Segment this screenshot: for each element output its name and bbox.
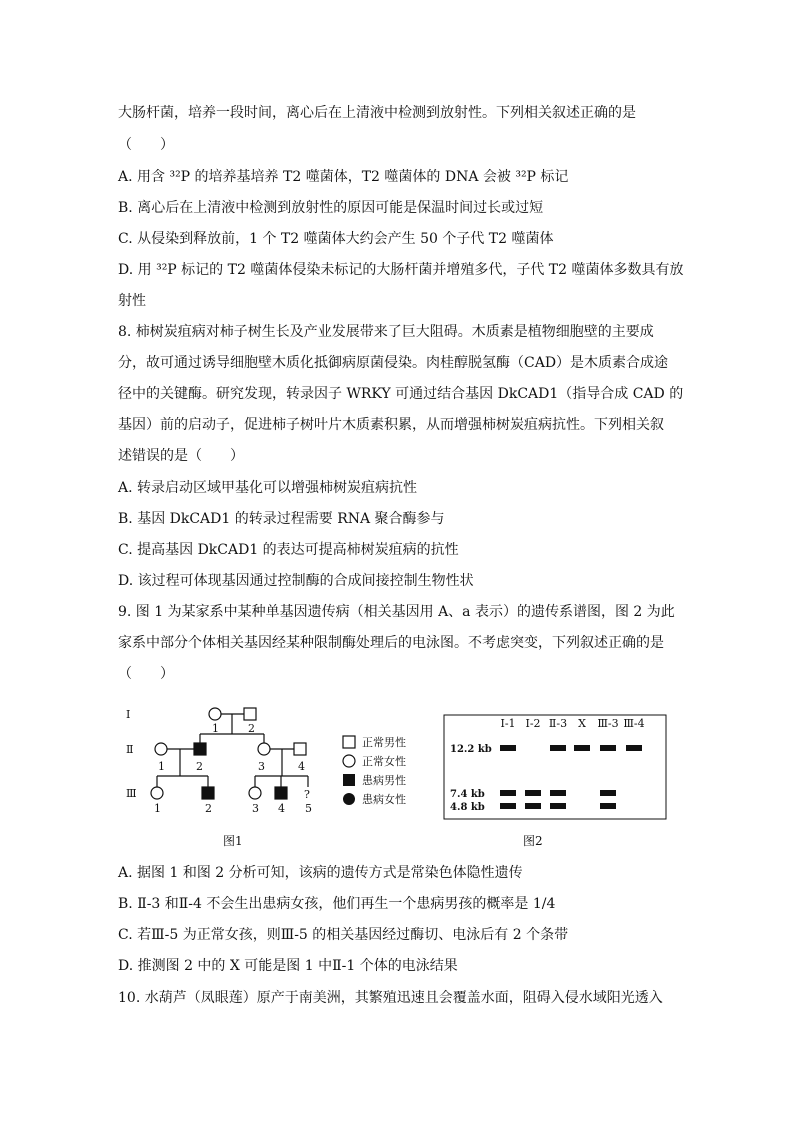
svg-text:1: 1 [212,722,219,735]
legend-normal-female-symbol [343,755,355,767]
svg-text:4: 4 [278,802,285,815]
option-b: B. 基因 DkCAD1 的转录过程需要 RNA 聚合酶参与 [118,511,445,527]
legend-label: 患病男性 [362,774,406,787]
svg-text:1: 1 [154,802,161,815]
svg-text:2: 2 [248,722,255,735]
ii-3-normal-female [258,743,270,755]
svg-text:5: 5 [305,802,312,815]
option-d: D. 用 ³²P 标记的 T2 噬菌体侵染未标记的大肠杆菌并增殖多代，子代 T2 噬菌体多数具有放 [118,262,684,278]
gel-band [600,745,616,751]
gen-label: Ⅱ [126,743,134,756]
lane-label: X [578,717,586,730]
text-line: （ ） [118,666,174,682]
i-1-normal-female [209,708,221,720]
band-size-label: 12.2 kb [450,744,492,755]
gel-band [550,745,566,751]
figure-1-caption: 图1 [223,834,243,848]
gel-band [525,790,541,796]
question-10: 10. 水葫芦（凤眼莲）原产于南美洲，其繁殖迅速且会覆盖水面，阻碍入侵水域阳光透入 [118,990,663,1006]
option-d: D. 推测图 2 中的 X 可能是图 1 中Ⅱ-1 个体的电泳结果 [118,958,458,974]
legend-affected-female-symbol [343,793,355,805]
svg-text:2: 2 [205,802,212,815]
svg-text:1: 1 [158,760,165,773]
option-a: A. 据图 1 和图 2 分析可知，该病的遗传方式是常染色体隐性遗传 [118,865,523,881]
ii-2-affected-male [194,743,206,755]
legend-label: 正常女性 [362,755,406,768]
text-line: 射性 [118,293,146,309]
text-line: （ ） [118,137,174,153]
gel-band [500,745,516,751]
legend-affected-male-symbol [343,774,355,786]
svg-text:3: 3 [252,802,259,815]
figures [0,700,794,840]
option-c: C. 若Ⅲ-5 为正常女孩，则Ⅲ-5 的相关基因经过酶切、电泳后有 2 个条带 [118,927,569,943]
option-c: C. 提高基因 DkCAD1 的表达可提高柿树炭疽病的抗性 [118,542,459,558]
text-line: 分，故可通过诱导细胞壁木质化抵御病原菌侵染。肉桂醇脱氢酶（CAD）是木质素合成途 [118,355,669,371]
iii-2-affected-male [202,787,214,799]
gel-band [600,790,616,796]
gen-label: Ⅲ [126,787,137,800]
text-line: 径中的关键酶。研究发现，转录因子 WRKY 可通过结合基因 DkCAD1（指导合成 CAD 的 [118,386,684,402]
option-a: A. 用含 ³²P 的培养基培养 T2 噬菌体，T2 噬菌体的 DNA 会被 ³²P 标记 [118,169,569,185]
text-line: 基因）前的启动子，促进柿子树叶片木质素积累，从而增强柿树炭疽病抗性。下列相关叙 [118,417,664,433]
gen-label: Ⅰ [126,708,131,721]
option-a: A. 转录启动区域甲基化可以增强柿树炭疽病抗性 [118,480,418,496]
gel-band [550,803,566,809]
legend-label: 患病女性 [362,793,406,806]
question-9: 9. 图 1 为某家系中某种单基因遗传病（相关基因用 A、a 表示）的遗传系谱图，图 2 为此 [118,604,675,620]
gel-band [525,803,541,809]
lane-label: Ⅱ-3 [548,717,568,730]
text-line: 大肠杆菌，培养一段时间，离心后在上清液中检测到放射性。下列相关叙述正确的是 [118,105,636,121]
lane-label: Ⅰ-2 [525,717,541,730]
gel-band [600,803,616,809]
legend [343,735,406,806]
pedigree-chart [151,708,308,799]
gel-band [500,790,516,796]
gel-band [550,790,566,796]
i-2-normal-male [244,708,256,720]
figure-2-caption: 图2 [523,834,543,848]
svg-text:4: 4 [298,760,305,773]
legend-normal-male-symbol [343,736,355,748]
text-line: 述错误的是（ ） [118,448,244,464]
lane-label: Ⅲ-3 [597,717,619,730]
gel-band [626,745,642,751]
option-c: C. 从侵染到释放前，1 个 T2 噬菌体大约会产生 50 个子代 T2 噬菌体 [118,231,554,247]
ii-1-normal-female [155,743,167,755]
legend-label: 正常男性 [362,736,406,749]
svg-text:3: 3 [258,760,265,773]
iii-1-normal-female [151,787,163,799]
option-b: B. Ⅱ-3 和Ⅱ-4 不会生出患病女孩，他们再生一个患病男孩的概率是 1/4 [118,896,556,912]
svg-text:2: 2 [196,760,203,773]
iii-3-normal-female [249,787,261,799]
lane-label: Ⅰ-1 [500,717,516,730]
ii-4-normal-male [294,743,306,755]
option-b: B. 离心后在上清液中检测到放射性的原因可能是保温时间过长或过短 [118,200,544,216]
option-d: D. 该过程可体现基因通过控制酶的合成间接控制生物性状 [118,573,474,589]
unknown-mark: ? [304,788,310,801]
question-8: 8. 柿树炭疽病对柿子树生长及产业发展带来了巨大阻碍。木质素是植物细胞壁的主要成 [118,324,654,340]
gel-band [500,803,516,809]
band-size-label: 4.8 kb [450,802,485,813]
gel-band [574,745,590,751]
lane-label: Ⅲ-4 [623,717,645,730]
iii-4-affected-male [275,787,287,799]
electrophoresis-gel [444,715,666,819]
text-line: 家系中部分个体相关基因经某种限制酶处理后的电泳图。不考虑突变，下列叙述正确的是 [118,635,664,651]
band-size-label: 7.4 kb [450,789,485,800]
